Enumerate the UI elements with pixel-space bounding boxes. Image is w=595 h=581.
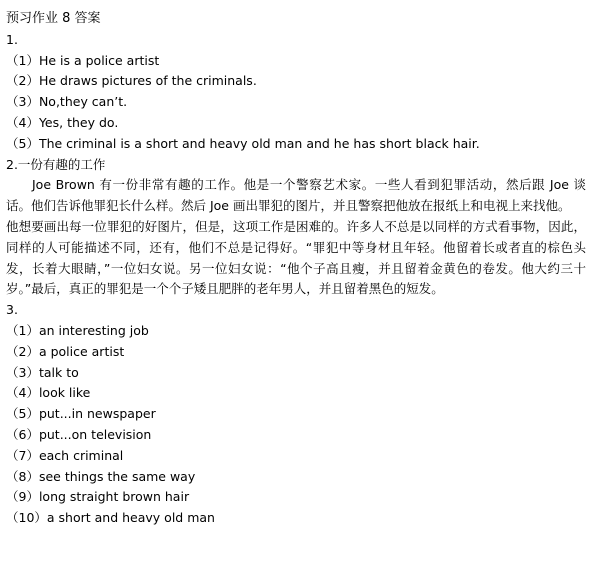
section-3-item: （9）long straight brown hair	[6, 489, 190, 505]
section-3-item: （7）each criminal	[6, 447, 124, 463]
section-3-item: （6）put...on television	[6, 426, 152, 442]
section-3-item: （10）a short and heavy old man	[6, 510, 215, 526]
section-1-item: （5）The criminal is a short and heavy old man and he has short black hair.	[6, 135, 480, 151]
section-1-number: 1.	[6, 31, 18, 47]
section-2-heading: 2.一份有趣的工作	[6, 156, 106, 172]
document-title: 预习作业 8 答案	[6, 11, 101, 26]
section-3-item: （3）talk to	[6, 364, 79, 380]
section-2-paragraph-2: 他想要画出每一位罪犯的好图片，但是，这项工作是困难的。许多人不总是以同样的方式看事物，因此，同样的人可能描述不同，还有，他们不总是记得好。“罪犯中等身材且年轻。他留着长或者直的棕色头发，长着大眼睛，”一位妇女说。另一位妇女说：“他个子高且瘦，并且留着金黄色的卷发。他大约三十岁。”最后，真正的罪犯是一个个子矮且肥胖的老年男人，并且留着黑色的短发。	[6, 218, 586, 297]
section-1-item: （4）Yes, they do.	[6, 114, 119, 130]
section-3-item: （2）a police artist	[6, 343, 125, 359]
section-3-item: （1）an interesting job	[6, 322, 149, 338]
section-3-item: （8）see things the same way	[6, 468, 196, 484]
section-3-item: （4）look like	[6, 385, 91, 401]
section-1-item: （3）No,they can’t.	[6, 94, 128, 110]
section-3-item: （5）put...in newspaper	[6, 406, 156, 422]
section-1-item: （2）He draws pictures of the criminals.	[6, 73, 257, 89]
answer-document	[6, 9, 586, 529]
section-2-paragraph-1: Joe Brown 有一份非常有趣的工作。他是一个警察艺术家。一些人看到犯罪活动，然后跟 Joe 谈话。他们告诉他罪犯长什么样。然后 Joe 画出罪犯的图片，并且警察把他放在报纸上和电视上来找他。	[6, 177, 586, 214]
section-1-item: （1）He is a police artist	[6, 52, 160, 68]
section-3-number: 3.	[6, 302, 18, 318]
